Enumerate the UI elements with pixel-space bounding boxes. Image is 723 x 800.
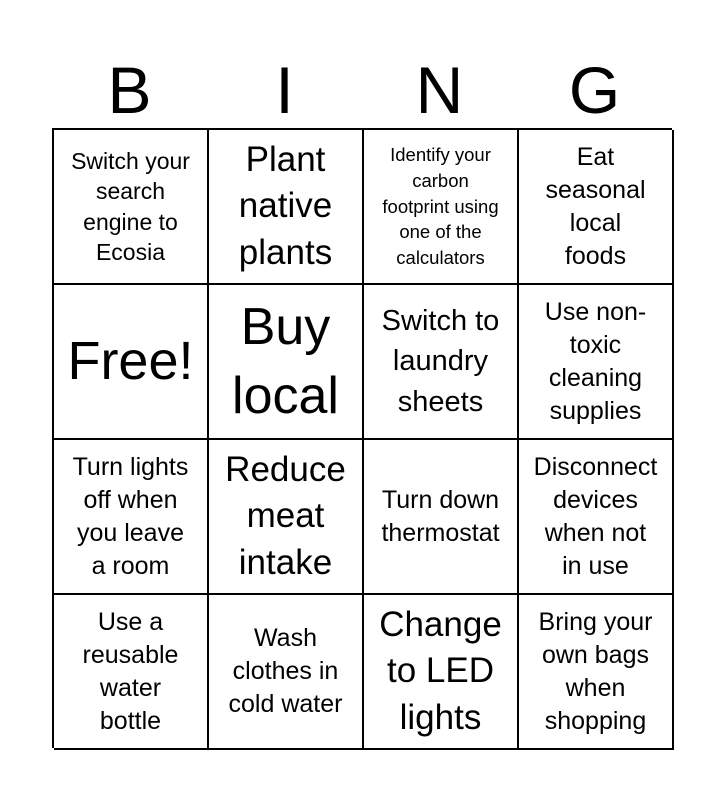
bingo-cell[interactable] <box>209 440 364 595</box>
bingo-cell[interactable] <box>364 285 519 440</box>
cell-text: Plant native plants <box>238 140 333 272</box>
header-letter-n: N <box>415 53 464 127</box>
header-letter-b: B <box>107 53 152 127</box>
bingo-cell[interactable] <box>364 595 519 750</box>
cell-text: Buy local <box>232 297 339 425</box>
header-letter-g: G <box>568 53 621 127</box>
bingo-cell[interactable] <box>209 285 364 440</box>
bingo-cell[interactable] <box>519 440 674 595</box>
header-letter-i: I <box>275 53 294 127</box>
bingo-cell[interactable] <box>54 595 209 750</box>
cell-text: Reduce meat intake <box>225 450 346 582</box>
cell-text: Bring your own bags when shopping <box>538 607 653 735</box>
cell-text: Turn down thermostat <box>381 485 500 547</box>
bingo-cell[interactable] <box>54 130 209 285</box>
cell-text: Switch your search engine to Ecosia <box>71 147 190 265</box>
cell-text: Wash clothes in cold water <box>228 624 343 718</box>
bingo-header <box>52 52 672 128</box>
bingo-cell[interactable] <box>54 440 209 595</box>
bingo-cell[interactable] <box>209 595 364 750</box>
cell-text: Free! <box>67 331 194 392</box>
bingo-cell[interactable] <box>209 130 364 285</box>
bingo-grid <box>52 128 672 748</box>
bingo-cell[interactable] <box>519 130 674 285</box>
bingo-cell[interactable] <box>364 440 519 595</box>
bingo-cell[interactable] <box>519 285 674 440</box>
cell-text: Eat seasonal local foods <box>545 142 646 270</box>
cell-text: Use non- toxic cleaning supplies <box>544 297 647 425</box>
cell-text: Use a reusable water bottle <box>82 607 179 735</box>
cell-text: Switch to laundry sheets <box>381 305 500 418</box>
free-space-cell[interactable] <box>54 285 209 440</box>
bingo-cell[interactable] <box>364 130 519 285</box>
cell-text: Identify your carbon footprint using one of the calculators <box>382 143 499 269</box>
bingo-cell[interactable] <box>519 595 674 750</box>
cell-text: Change to LED lights <box>379 605 502 737</box>
cell-text: Disconnect devices when not in use <box>533 452 658 580</box>
cell-text: Turn lights off when you leave a room <box>72 452 189 580</box>
